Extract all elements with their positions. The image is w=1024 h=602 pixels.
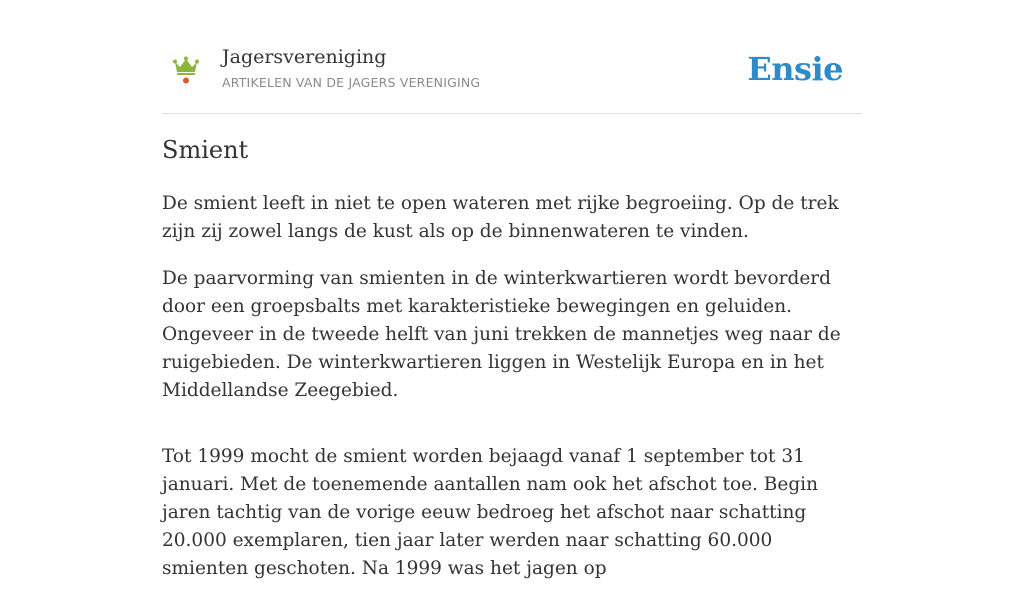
article-paragraph: De paarvorming van smienten in de winterkwartieren wordt bevorderd door een groepsbalts met karakteristieke bewegingen en geluiden. Ongeveer in de tweede helft van juni trekken de mannetjes weg naar de ruigebieden. De winterkwartieren liggen in Westelijk Europa en in het Middellandse Zeegebied. <box>162 268 841 401</box>
article-body <box>162 190 862 602</box>
site-name[interactable]: Jagersvereniging <box>222 46 387 68</box>
article-paragraph: De smient leeft in niet te open wateren met rijke begroeiing. Op de trek zijn zij zowel langs de kust als op de binnenwateren te vinden. <box>162 193 839 242</box>
crown-icon[interactable] <box>173 56 199 84</box>
article-title: Smient <box>162 136 249 164</box>
paragraph-spacer <box>162 424 862 443</box>
article-paragraph: Tot 1999 mocht de smient worden bejaagd vanaf 1 september tot 31 januari. Met de toenemende aantallen nam ook het afschot toe. Begin jaren tachtig van de vorige eeuw bedroeg het afschot naar schatting 20.000 exemplaren, tien jaar later werden naar schatting 60.000 smienten geschoten. Na 1999 was het jagen op <box>162 446 819 579</box>
site-header <box>162 0 862 114</box>
content-container <box>162 0 862 579</box>
site-tagline: ARTIKELEN VAN DE JAGERS VERENIGING <box>222 75 481 90</box>
brand-logo[interactable]: Ensie <box>747 50 843 88</box>
